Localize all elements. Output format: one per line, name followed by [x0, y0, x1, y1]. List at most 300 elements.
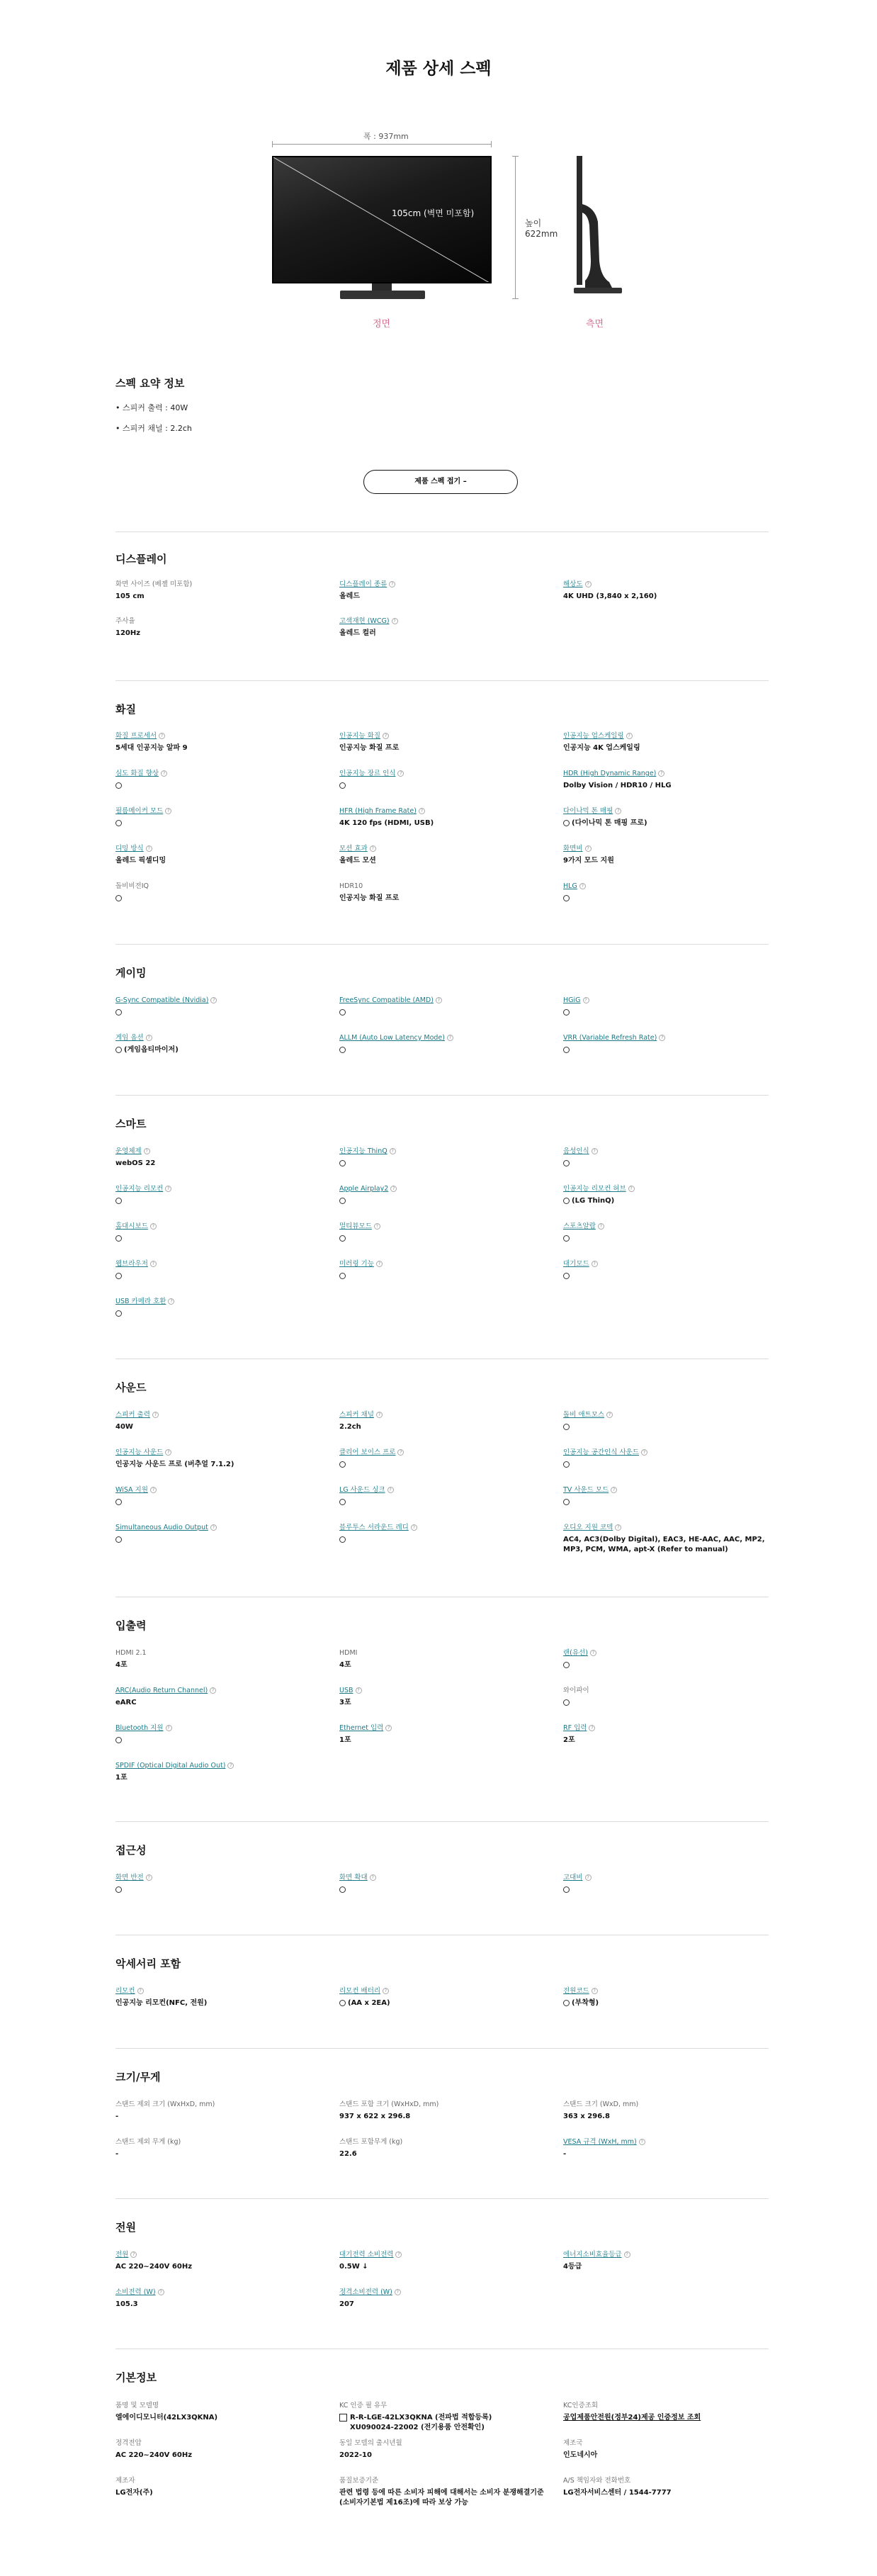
spec-label: 품질보증기준 — [339, 2477, 379, 2485]
spec-value: 937 x 622 x 296.8 — [339, 2113, 411, 2120]
spec-label[interactable]: USB ? — [339, 1686, 545, 1696]
info-icon[interactable]: ? — [397, 1449, 404, 1456]
supported-circle-icon — [563, 1047, 570, 1053]
spec-label[interactable]: 심도 화질 향상 ? — [115, 769, 321, 779]
spec-label[interactable]: 화면 반전 ? — [115, 1873, 321, 1883]
front-view-label: 정면 — [373, 319, 391, 330]
spec-label[interactable]: G-Sync Compatible (Nvidia) ? — [115, 996, 321, 1006]
spec-label: 스탠드 포함 크기 (WxHxD, mm) — [339, 2100, 439, 2108]
spec-label[interactable]: 스피커 출력 ? — [115, 1410, 321, 1420]
spec-value: 2포 — [563, 1736, 575, 1744]
summary-item: • 스피커 채널 : 2.2ch — [115, 424, 192, 433]
monitor-front-image — [272, 156, 492, 283]
spec-item — [339, 1184, 545, 1206]
section-divider — [115, 944, 769, 945]
spec-label[interactable]: 리모컨 배터리 ? — [339, 1986, 545, 1996]
supported-circle-icon — [563, 1461, 570, 1468]
spec-value — [339, 1234, 545, 1244]
spec-value: LG전자(주) — [115, 2489, 153, 2497]
spec-label: 정격전압 — [115, 2439, 142, 2447]
section-title: 악세서리 포함 — [115, 1957, 181, 1970]
spec-label[interactable]: VESA 규격 (WxH, mm) ? — [563, 2137, 769, 2147]
spec-value: 4등급 — [563, 2263, 582, 2271]
info-icon[interactable]: ? — [592, 1148, 598, 1154]
spec-item — [563, 2250, 769, 2272]
spec-item — [339, 882, 545, 904]
spec-item — [339, 1648, 545, 1670]
page-title: 제품 상세 스펙 — [385, 60, 492, 78]
kc-mark-icon — [339, 2414, 347, 2422]
spec-label[interactable]: RF 입력 ? — [563, 1723, 769, 1733]
spec-item — [115, 1147, 321, 1169]
supported-circle-icon — [115, 1273, 122, 1279]
supported-circle-icon — [563, 1886, 570, 1893]
spec-label[interactable]: 인공지능 장르 인식 ? — [339, 769, 545, 779]
spec-value: 22.6 — [339, 2150, 357, 2158]
info-icon[interactable]: ? — [592, 1261, 598, 1267]
info-icon[interactable]: ? — [390, 1148, 396, 1154]
section-title: 스마트 — [115, 1118, 147, 1130]
spec-value: 올레드 모션 — [339, 857, 376, 865]
info-icon[interactable]: ? — [146, 1035, 152, 1041]
spec-label[interactable]: HGiG ? — [563, 996, 769, 1006]
spec-item — [339, 1686, 545, 1708]
info-icon[interactable]: ? — [589, 1725, 595, 1731]
spec-label[interactable]: 고대비 ? — [563, 1873, 769, 1883]
info-icon[interactable]: ? — [585, 1874, 592, 1881]
info-icon[interactable]: ? — [165, 1186, 171, 1192]
info-icon[interactable]: ? — [436, 997, 442, 1003]
spec-value — [563, 1698, 769, 1708]
spec-item — [115, 1259, 321, 1281]
spec-label[interactable]: 전원코드 ? — [563, 1986, 769, 1996]
info-icon[interactable]: ? — [146, 1874, 152, 1881]
spec-item — [339, 1147, 545, 1169]
spec-label[interactable]: 모션 효과 ? — [339, 844, 545, 854]
info-icon[interactable]: ? — [210, 997, 217, 1003]
spec-value: 4포 — [339, 1661, 351, 1669]
info-icon[interactable]: ? — [592, 1988, 598, 1994]
spec-label[interactable]: 대기전력 소비전력 ? — [339, 2250, 545, 2260]
width-label: 폭 : 937mm — [363, 132, 409, 141]
section-title: 사운드 — [115, 1381, 147, 1394]
spec-value — [339, 781, 545, 791]
spec-label[interactable]: 인공지능 공간인식 사운드 ? — [563, 1448, 769, 1458]
supported-circle-icon — [115, 1047, 122, 1053]
info-icon[interactable]: ? — [585, 581, 592, 587]
spec-label[interactable]: 블루투스 서라운드 레디 ? — [339, 1523, 545, 1533]
supported-circle-icon — [563, 1699, 570, 1706]
spec-item — [115, 1485, 321, 1507]
section-title: 전원 — [115, 2221, 136, 2234]
spec-value — [563, 1460, 769, 1470]
spec-value — [339, 1159, 545, 1169]
spec-item — [563, 2439, 769, 2460]
spec-label[interactable]: ARC(Audio Return Channel) ? — [115, 1686, 321, 1696]
info-icon[interactable]: ? — [397, 770, 404, 777]
spec-item — [115, 1648, 321, 1670]
spec-label[interactable]: 오디오 지원 코덱 ? — [563, 1523, 769, 1533]
info-icon[interactable]: ? — [370, 845, 376, 852]
spec-item — [563, 1523, 769, 1555]
spec-value: 120Hz — [115, 629, 141, 637]
spec-value: 207 — [339, 2300, 354, 2308]
spec-label[interactable]: 홈대시보드 ? — [115, 1222, 321, 1232]
spec-item — [339, 1448, 545, 1470]
spec-label[interactable]: Bluetooth 지원 ? — [115, 1723, 321, 1733]
spec-item — [563, 731, 769, 753]
spec-item — [115, 996, 321, 1018]
spec-value: 인공지능 리모컨(NFC, 전원) — [115, 1999, 208, 2007]
spec-item — [339, 1485, 545, 1507]
spec-label[interactable]: 랜(유선) ? — [563, 1648, 769, 1658]
spec-value — [563, 1234, 769, 1244]
info-icon[interactable]: ? — [606, 1412, 613, 1418]
spec-value: 올레드 픽셀디밍 — [115, 857, 166, 865]
supported-circle-icon — [563, 1160, 570, 1166]
spec-value — [339, 1008, 545, 1018]
supported-circle-icon — [115, 1536, 122, 1543]
section-divider — [115, 1095, 769, 1096]
spec-label[interactable]: 인공지능 ThinQ ? — [339, 1147, 545, 1157]
spec-item — [115, 2476, 321, 2498]
product-dimension-figure — [0, 126, 877, 332]
spec-label[interactable]: 미러링 기능 ? — [339, 1259, 545, 1269]
spec-item — [563, 1485, 769, 1507]
info-icon[interactable]: ? — [611, 1487, 617, 1493]
spec-label[interactable]: 인공지능 화질 ? — [339, 731, 545, 741]
spec-value: 2022-10 — [339, 2451, 372, 2459]
supported-circle-icon — [339, 1886, 346, 1893]
spec-label[interactable]: 클리어 보이스 프로 ? — [339, 1448, 545, 1458]
spec-item — [339, 2439, 545, 2460]
info-icon[interactable]: ? — [374, 1223, 380, 1230]
info-icon[interactable]: ? — [639, 2139, 645, 2145]
spec-value: 9가지 모드 지원 — [563, 857, 614, 865]
spec-value: 105.3 — [115, 2300, 138, 2308]
spec-label[interactable]: 정격소비전력 (W) ? — [339, 2288, 545, 2297]
supported-circle-icon — [563, 1235, 570, 1242]
kc-lookup-link[interactable]: 공업제품안전원(정부24)제공 인증정보 조회 — [563, 2414, 701, 2422]
spec-item — [115, 1448, 321, 1470]
spec-item — [115, 2250, 321, 2272]
info-icon[interactable]: ? — [383, 733, 389, 739]
spec-item — [339, 580, 545, 602]
spec-label: 동일 모델의 출시년월 — [339, 2439, 402, 2447]
info-icon[interactable]: ? — [376, 1412, 383, 1418]
spec-item — [563, 1723, 769, 1745]
spec-label: A/S 책임자와 전화번호 — [563, 2477, 631, 2485]
info-icon[interactable]: ? — [387, 1487, 394, 1493]
spec-value — [115, 1309, 321, 1319]
spec-value: (AA x 2EA) — [339, 1998, 545, 2008]
spec-item — [563, 1648, 769, 1670]
spec-value — [115, 1234, 321, 1244]
info-icon[interactable]: ? — [659, 1035, 665, 1041]
info-icon[interactable]: ? — [150, 1487, 157, 1493]
spec-item — [339, 1410, 545, 1432]
spec-value: - — [563, 2150, 567, 2158]
spec-item — [115, 2401, 321, 2423]
section-title: 입출력 — [115, 1619, 147, 1632]
section-title: 접근성 — [115, 1844, 147, 1857]
spec-label[interactable]: VRR (Variable Refresh Rate) ? — [563, 1033, 769, 1043]
spec-label[interactable]: 인공지능 사운드 ? — [115, 1448, 321, 1458]
spec-value: 올레드 — [339, 592, 360, 600]
spec-value: webOS 22 — [115, 1159, 156, 1167]
supported-circle-icon — [115, 895, 122, 901]
spec-label[interactable]: LG 사운드 싱크 ? — [339, 1485, 545, 1495]
spec-item — [115, 882, 321, 904]
supported-circle-icon — [339, 1499, 346, 1505]
info-icon[interactable]: ? — [615, 808, 621, 814]
info-icon[interactable]: ? — [144, 1148, 150, 1154]
spec-item — [339, 1873, 545, 1895]
spec-label[interactable]: 소비전력 (W) ? — [115, 2288, 321, 2297]
spec-label[interactable]: HDR (High Dynamic Range) ? — [563, 769, 769, 779]
supported-circle-icon — [339, 1536, 346, 1543]
spec-label[interactable]: FreeSync Compatible (AMD) ? — [339, 996, 545, 1006]
spec-label[interactable]: Ethernet 입력 ? — [339, 1723, 545, 1733]
info-icon[interactable]: ? — [392, 618, 398, 624]
collapse-spec-button[interactable]: 제품 스펙 접기 – — [363, 470, 518, 494]
spec-item — [115, 1410, 321, 1432]
info-icon[interactable]: ? — [390, 1186, 397, 1192]
screen-size-label: 105cm (벽면 미포함) — [392, 208, 475, 218]
spec-label[interactable]: 전원 ? — [115, 2250, 321, 2260]
spec-item — [115, 1222, 321, 1244]
spec-value — [563, 1008, 769, 1018]
spec-item — [115, 1297, 321, 1319]
info-icon[interactable]: ? — [227, 1762, 234, 1769]
spec-item — [115, 1523, 321, 1545]
info-icon[interactable]: ? — [628, 1186, 635, 1192]
info-icon[interactable]: ? — [590, 1650, 596, 1656]
spec-value — [563, 1497, 769, 1507]
info-icon[interactable]: ? — [626, 733, 633, 739]
supported-circle-icon — [339, 1235, 346, 1242]
info-icon[interactable]: ? — [161, 770, 167, 777]
supported-circle-icon — [339, 1461, 346, 1468]
spec-item — [339, 1033, 545, 1055]
spec-value: 1포 — [115, 1774, 128, 1782]
info-icon[interactable]: ? — [356, 1687, 362, 1694]
spec-item — [115, 1986, 321, 2008]
spec-value — [339, 1045, 545, 1055]
spec-label[interactable]: 음성인식 ? — [563, 1147, 769, 1157]
supported-circle-icon — [115, 1009, 122, 1016]
summary-item: • 스피커 출력 : 40W — [115, 403, 188, 412]
height-label: 높이 622mm — [525, 218, 558, 239]
spec-label[interactable]: 대기모드 ? — [563, 1259, 769, 1269]
spec-item — [115, 731, 321, 753]
section-title: 디스플레이 — [115, 553, 167, 566]
info-icon[interactable]: ? — [165, 808, 171, 814]
supported-circle-icon — [339, 782, 346, 789]
info-icon[interactable]: ? — [389, 581, 395, 587]
spec-label[interactable]: 인공지능 리모컨 허브 ? — [563, 1184, 769, 1194]
spec-label: 주사율 — [115, 617, 135, 625]
info-icon[interactable]: ? — [585, 845, 592, 852]
spec-value — [563, 1271, 769, 1281]
info-icon[interactable]: ? — [370, 1874, 376, 1881]
info-icon[interactable]: ? — [376, 1261, 383, 1267]
spec-value: R-R-LGE-42LX3QKNA (전파법 적합등록) XU090024-22002 (전기용품 안전확인) — [339, 2413, 545, 2433]
spec-value: 4K 120 fps (HDMI, USB) — [339, 819, 434, 827]
spec-value: 인공지능 화질 프로 — [339, 894, 400, 902]
spec-label[interactable]: Apple Airplay2 ? — [339, 1184, 545, 1194]
spec-value — [115, 1271, 321, 1281]
spec-label[interactable]: TV 사운드 모드 ? — [563, 1485, 769, 1495]
info-icon[interactable]: ? — [579, 883, 586, 889]
supported-circle-icon — [339, 1047, 346, 1053]
spec-item — [339, 996, 545, 1018]
spec-item — [115, 1873, 321, 1895]
spec-label[interactable]: Simultaneous Audio Output ? — [115, 1523, 321, 1533]
info-icon[interactable]: ? — [383, 1988, 389, 1994]
info-icon[interactable]: ? — [385, 1725, 392, 1731]
spec-value — [115, 894, 321, 904]
spec-value: (게임옵티마이저) — [115, 1045, 321, 1055]
spec-label[interactable]: 화면비 ? — [563, 844, 769, 854]
spec-value — [115, 1535, 321, 1545]
section-title: 게이밍 — [115, 967, 147, 979]
spec-label[interactable]: 화면 확대 ? — [339, 1873, 545, 1883]
spec-value: - — [115, 2113, 119, 2120]
info-icon[interactable]: ? — [583, 997, 589, 1003]
spec-item — [115, 2288, 321, 2310]
spec-label[interactable]: HLG ? — [563, 882, 769, 892]
spec-label[interactable]: 인공지능 업스케일링 ? — [563, 731, 769, 741]
spec-item — [115, 617, 321, 639]
spec-value: LG전자서비스센터 / 1544-7777 — [563, 2489, 672, 2497]
spec-item — [339, 2476, 545, 2508]
spec-label[interactable]: 필름메이커 모드 ? — [115, 806, 321, 816]
spec-label[interactable]: USB 카메라 호환 ? — [115, 1297, 321, 1307]
supported-circle-icon — [115, 820, 122, 826]
info-icon[interactable]: ? — [146, 845, 152, 852]
spec-label[interactable]: 고색재현 (WCG) ? — [339, 617, 545, 626]
info-icon[interactable]: ? — [210, 1687, 216, 1694]
section-title: 크기/무게 — [115, 2071, 161, 2083]
spec-label[interactable]: 스피커 채널 ? — [339, 1410, 545, 1420]
info-icon[interactable]: ? — [158, 2289, 164, 2295]
spec-value — [339, 1885, 545, 1895]
spec-label[interactable]: 디스플레이 종류 ? — [339, 580, 545, 590]
spec-value: 5세대 인공지능 알파 9 — [115, 744, 188, 752]
spec-label[interactable]: 웹브라우저 ? — [115, 1259, 321, 1269]
spec-item — [115, 1686, 321, 1708]
info-icon[interactable]: ? — [447, 1035, 453, 1041]
info-icon[interactable]: ? — [419, 808, 425, 814]
info-icon[interactable]: ? — [166, 1725, 172, 1731]
spec-label[interactable]: 인공지능 리모컨 ? — [115, 1184, 321, 1194]
spec-label[interactable]: 해상도 ? — [563, 580, 769, 590]
spec-item — [339, 1523, 545, 1545]
spec-label[interactable]: 돌비 애트모스 ? — [563, 1410, 769, 1420]
supported-circle-icon — [563, 1424, 570, 1430]
spec-item — [563, 882, 769, 904]
spec-label[interactable]: WiSA 지원 ? — [115, 1485, 321, 1495]
spec-label[interactable]: ALLM (Auto Low Latency Mode) ? — [339, 1033, 545, 1043]
supported-circle-icon — [339, 1160, 346, 1166]
spec-label[interactable]: 에너지소비효율등급 ? — [563, 2250, 769, 2260]
spec-label[interactable]: 운영체제 ? — [115, 1147, 321, 1157]
spec-item — [339, 1986, 545, 2008]
info-icon[interactable]: ? — [159, 733, 165, 739]
spec-label[interactable]: 화질 프로세서 ? — [115, 731, 321, 741]
spec-label: HDMI — [339, 1649, 358, 1657]
info-icon[interactable]: ? — [395, 2251, 402, 2258]
spec-label[interactable]: 멀티뷰모드 ? — [339, 1222, 545, 1232]
info-icon[interactable]: ? — [598, 1223, 604, 1230]
info-icon[interactable]: ? — [624, 2251, 630, 2258]
spec-item — [339, 2288, 545, 2310]
spec-value: Dolby Vision / HDR10 / HLG — [563, 782, 672, 789]
supported-circle-icon — [115, 1737, 122, 1743]
info-icon[interactable]: ? — [210, 1524, 217, 1531]
info-icon[interactable]: ? — [150, 1223, 157, 1230]
spec-item — [339, 731, 545, 753]
info-icon[interactable]: ? — [411, 1524, 417, 1531]
spec-label: 스탠드 제외 무게 (kg) — [115, 2138, 181, 2146]
info-icon[interactable]: ? — [395, 2289, 401, 2295]
section-title: 화질 — [115, 703, 136, 716]
info-icon[interactable]: ? — [130, 2251, 137, 2258]
info-icon[interactable]: ? — [168, 1298, 174, 1305]
spec-item — [339, 844, 545, 866]
info-icon[interactable]: ? — [150, 1261, 157, 1267]
spec-item — [339, 1723, 545, 1745]
spec-value — [339, 1196, 545, 1206]
spec-item — [115, 806, 321, 828]
spec-item — [563, 580, 769, 602]
spec-value — [115, 819, 321, 828]
info-icon[interactable]: ? — [137, 1988, 144, 1994]
info-icon[interactable]: ? — [152, 1412, 159, 1418]
spec-label: 와이파이 — [563, 1687, 589, 1694]
spec-item — [563, 2137, 769, 2159]
spec-item — [339, 617, 545, 639]
spec-item — [115, 2439, 321, 2460]
spec-value: - — [115, 2150, 119, 2158]
spec-item — [563, 1147, 769, 1169]
info-icon[interactable]: ? — [641, 1449, 647, 1456]
info-icon[interactable]: ? — [165, 1449, 171, 1456]
width-dimension-line — [272, 144, 492, 145]
spec-label[interactable]: 스포츠알람 ? — [563, 1222, 769, 1232]
info-icon[interactable]: ? — [658, 770, 664, 777]
spec-item — [339, 1259, 545, 1281]
spec-label[interactable]: HFR (High Frame Rate) ? — [339, 806, 545, 816]
summary-title: 스펙 요약 정보 — [115, 377, 185, 390]
spec-item — [563, 996, 769, 1018]
spec-label[interactable]: SPDIF (Optical Digital Audio Out) ? — [115, 1761, 321, 1771]
spec-label[interactable]: 리모컨 ? — [115, 1986, 321, 1996]
spec-label[interactable]: 게임 옵션 ? — [115, 1033, 321, 1043]
spec-label: 품명 및 모델명 — [115, 2402, 159, 2409]
spec-label[interactable]: 디밍 방식 ? — [115, 844, 321, 854]
spec-value: 엘에이디모니터(42LX3QKNA) — [115, 2414, 218, 2422]
spec-item — [563, 769, 769, 791]
height-dimension-line — [515, 156, 516, 299]
spec-label[interactable]: 다이나믹 톤 매핑 ? — [563, 806, 769, 816]
spec-value — [115, 1736, 321, 1745]
info-icon[interactable]: ? — [615, 1524, 621, 1531]
section-divider — [115, 2048, 769, 2049]
section-divider — [115, 531, 769, 532]
spec-item — [115, 1184, 321, 1206]
